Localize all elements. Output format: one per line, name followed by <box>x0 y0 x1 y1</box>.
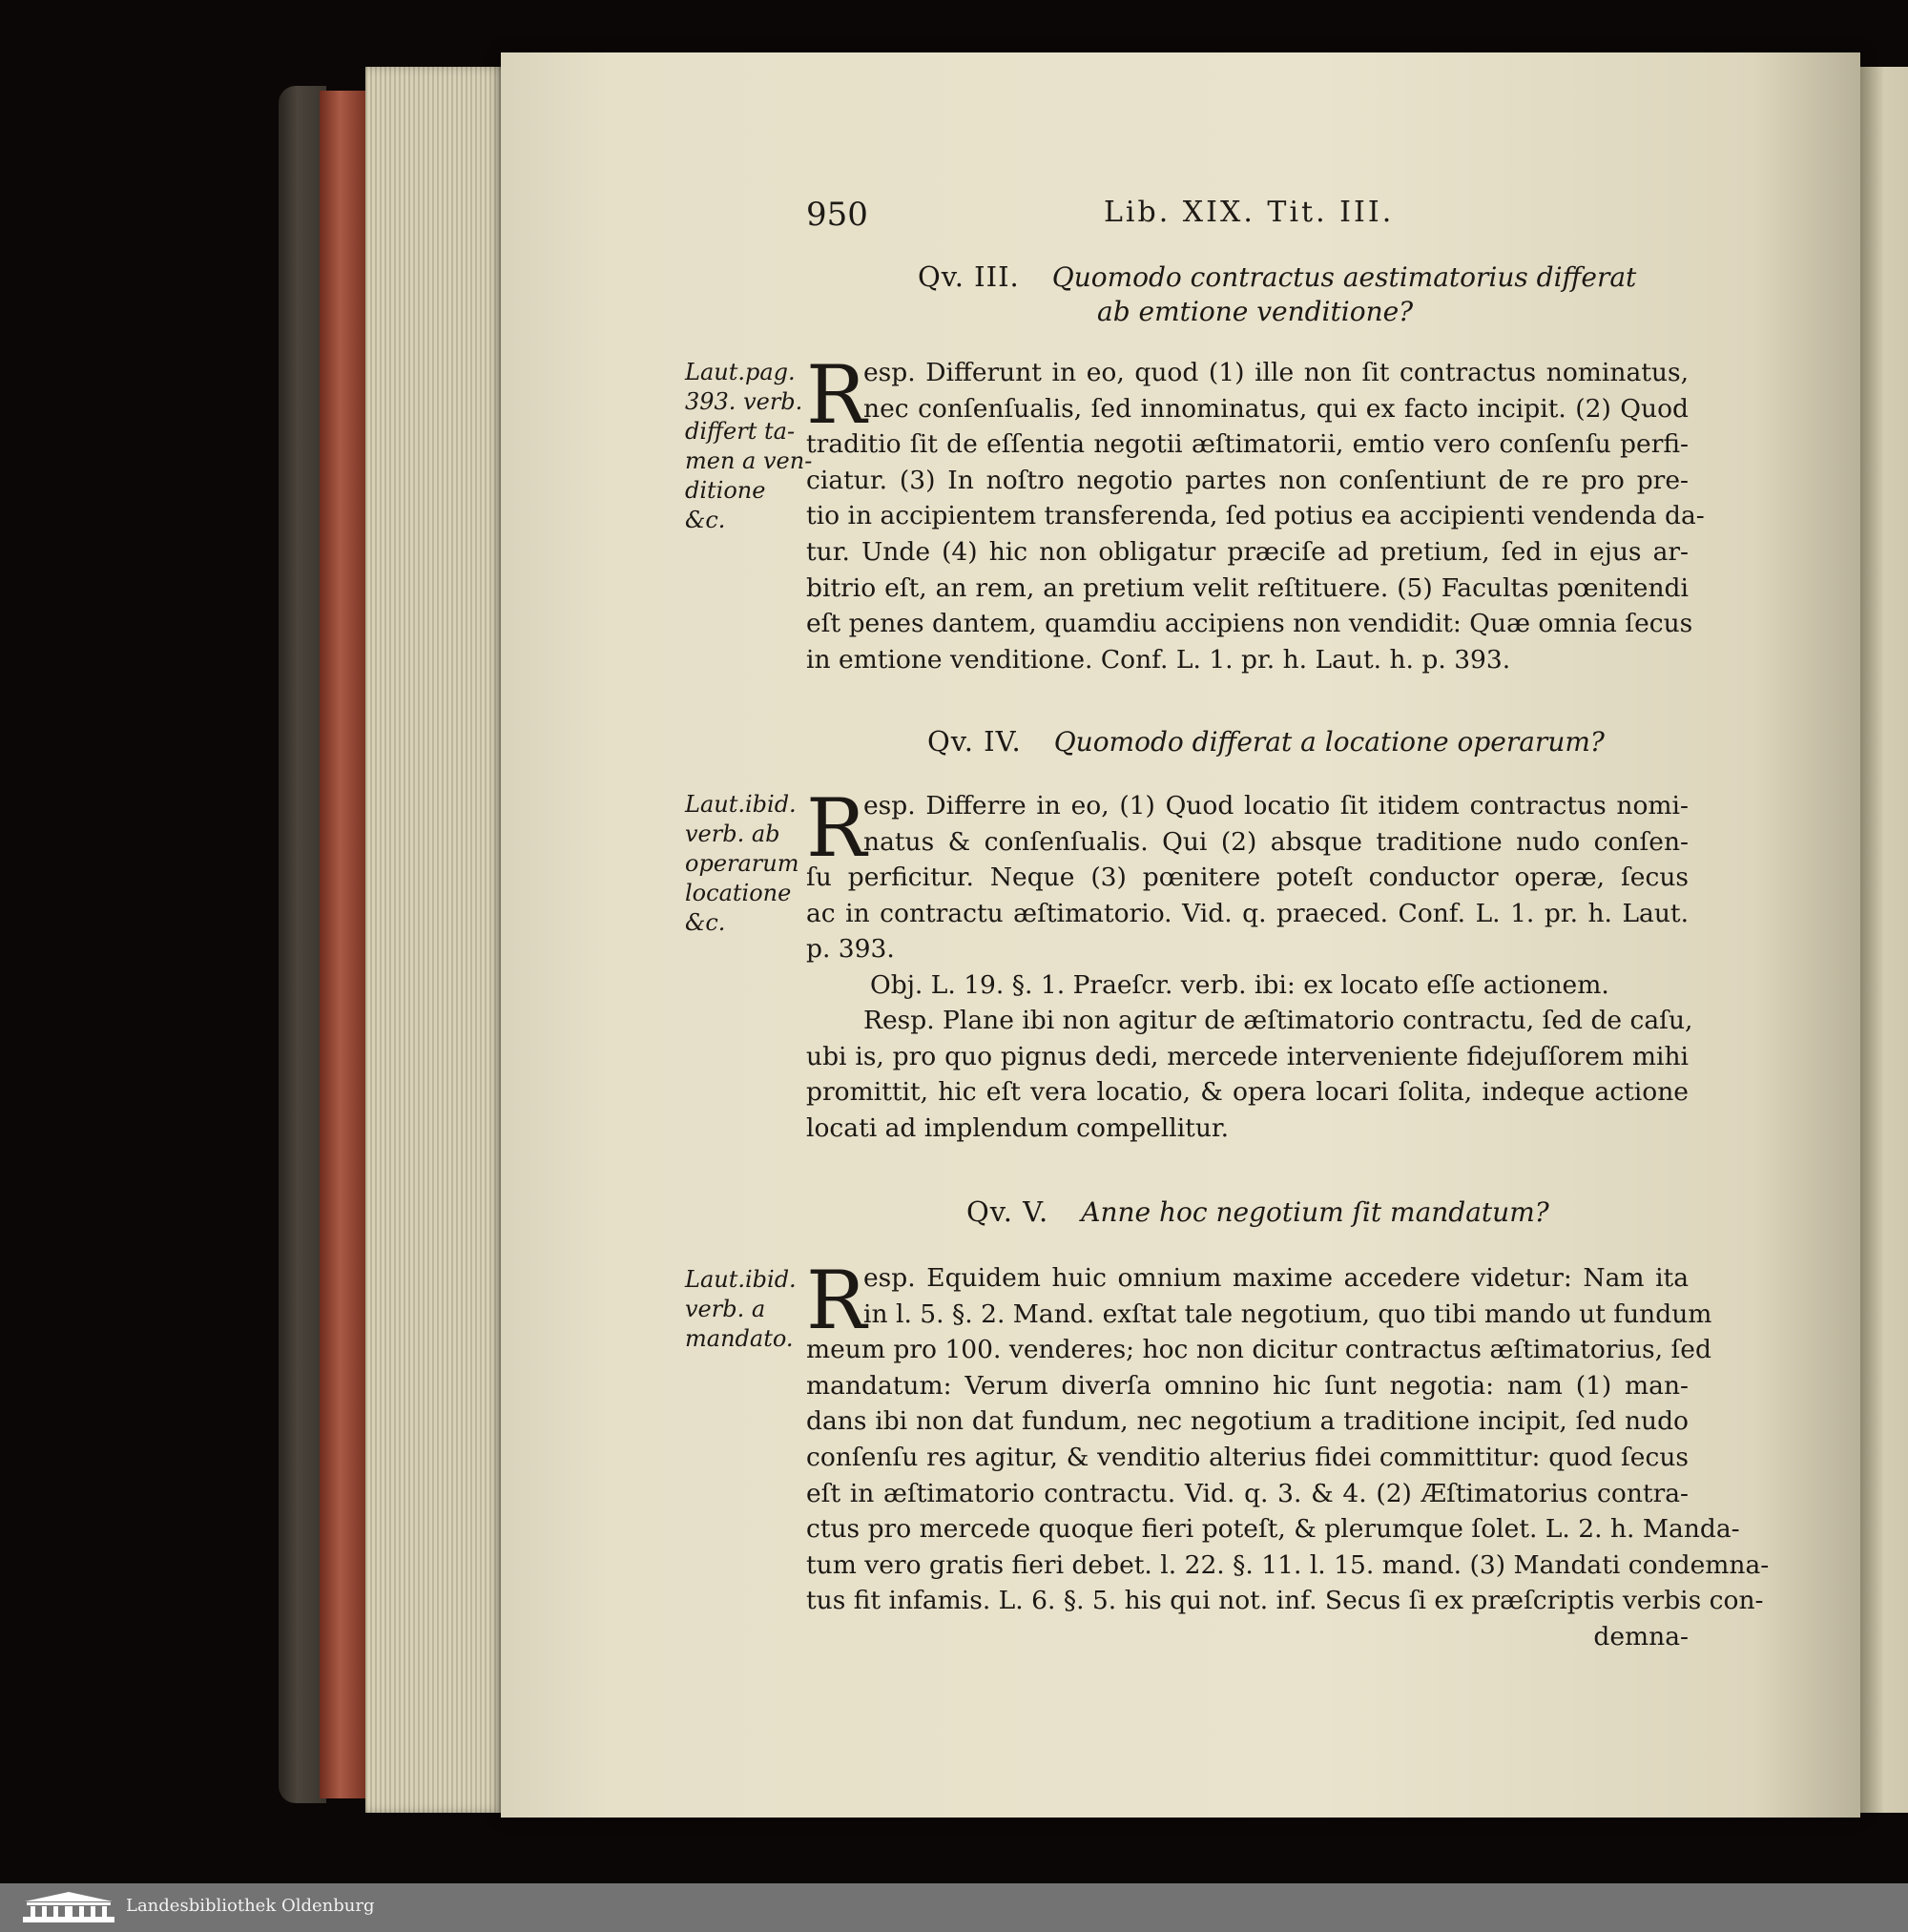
text-line: Resp. Plane ibi non agitur de æſtimatorio contractu, ſed de caſu, <box>863 1006 1693 1035</box>
text-line: esp. Equidem huic omnium maxime accedere videtur: Nam ita <box>863 1263 1689 1293</box>
question-4-text: Quomodo differat a locatione operarum? <box>1053 726 1605 758</box>
page-header <box>806 196 1455 243</box>
text-line: eſt penes dantem, quamdiu accipiens non vendidit: Quæ omnia ſecus <box>806 609 1693 639</box>
text-line: p. 393. <box>806 934 895 965</box>
text-line: ſu perficitur. Neque (3) pœnitere poteſt conductor operæ, ſecus <box>806 862 1689 893</box>
page-block-edge <box>365 67 508 1813</box>
text-line: locati ad implendum compellitur. <box>806 1112 1230 1143</box>
response-q4 <box>806 1003 1693 1146</box>
text-line: meum pro 100. venderes; hoc non dicitur contractus æſtimatorius, ſed <box>806 1335 1711 1365</box>
text-line: conſenſu res agitur, & venditio alterius fidei committitur: quod ſecus <box>806 1442 1689 1472</box>
question-4-label: Qv. IV. <box>927 725 1022 758</box>
question-3-label: Qv. III. <box>918 260 1020 293</box>
page-number: 950 <box>806 196 868 234</box>
margin-line: men a ven- <box>685 447 813 474</box>
text-line: in l. 5. §. 2. Mand. exſtat tale negotium, quo tibi mando ut fundum <box>863 1298 1712 1329</box>
text-line: ctus pro mercede quoque fieri poteſt, & plerumque ſolet. L. 2. h. Manda- <box>806 1514 1740 1545</box>
margin-line: operarum <box>685 850 799 877</box>
text-line: esp. Differre in eo, (1) Quod locatio ſit itidem contractus nomi- <box>863 791 1689 821</box>
running-head: Lib. XIX. Tit. III. <box>1104 196 1395 229</box>
facing-page-edge <box>1860 67 1908 1813</box>
text-line: dans ibi non dat fundum, nec negotium a traditione incipit, ſed nudo <box>806 1406 1689 1437</box>
text-line: eſt in æſtimatorio contractu. Vid. q. 3. & 4. (2) Æſtimatorius contra- <box>806 1478 1689 1508</box>
text-line: traditio ſit de eſſentia negotii æſtimatorii, emtio vero conſenſu perfi- <box>806 429 1689 460</box>
text-line: natus & conſenſualis. Qui (2) absque traditione nudo conſen- <box>863 826 1689 857</box>
text-line: tio in accipientem transferenda, ſed potius ea accipienti vendenda da- <box>806 501 1705 531</box>
text-line: in emtione venditione. Conf. L. 1. pr. h. Laut. h. p. 393. <box>806 644 1511 675</box>
answer-q3 <box>806 348 1705 677</box>
footer-bar <box>0 1883 1908 1932</box>
catchword: demna- <box>1593 1621 1689 1652</box>
margin-line: verb. ab <box>685 821 780 847</box>
answer-q5 <box>806 1254 1770 1655</box>
drop-cap: R <box>806 348 867 442</box>
question-4-heading <box>927 725 1605 758</box>
margin-note-q5 <box>685 1265 809 1354</box>
question-5-heading <box>966 1195 1549 1228</box>
text-line: ciatur. (3) In noſtro negotio partes non conſentiunt de re pro pre- <box>806 465 1689 495</box>
question-5-text: Anne hoc negotium ſit mandatum? <box>1081 1196 1549 1228</box>
text-line: tus fit infamis. L. 6. §. 5. his qui not. inf. Secus ſi ex præſcriptis verbis con- <box>806 1586 1764 1616</box>
drop-cap: R <box>806 1254 867 1347</box>
text-line: ubi is, pro quo pignus dedi, mercede interveniente fidejuſſorem mihi <box>806 1041 1689 1071</box>
margin-line: &c. <box>685 507 726 533</box>
question-3-text-cont: ab emtione venditione? <box>1097 296 1414 327</box>
text-line: bitrio eſt, an rem, an pretium velit reſtituere. (5) Facultas pœnitendi <box>806 572 1689 603</box>
margin-note-q4 <box>685 790 809 938</box>
text-line: nec conſenſualis, ſed innominatus, qui ex facto incipit. (2) Quod <box>863 393 1689 424</box>
text-line: esp. Differunt in eo, quod (1) ille non ſit contractus nominatus, <box>863 358 1689 387</box>
margin-line: Laut.ibid. <box>685 1266 797 1293</box>
library-building-icon <box>21 1890 116 1924</box>
margin-line: &c. <box>685 909 726 936</box>
drop-cap: R <box>806 781 867 875</box>
question-3-text: Quomodo contractus aestimatorius differat <box>1051 261 1637 293</box>
margin-line: ditione <box>685 477 766 504</box>
text-line: tur. Unde (4) hic non obligatur præciſe ad pretium, ſed in ejus ar- <box>806 536 1689 567</box>
text-line: tum vero gratis fieri debet. l. 22. §. 11. l. 15. mand. (3) Mandati condemna- <box>806 1549 1770 1580</box>
question-3-heading <box>918 260 1636 293</box>
margin-note-q3 <box>685 358 813 535</box>
margin-line: Laut.pag. <box>685 359 796 385</box>
text-line: promittit, hic eſt vera locatio, & opera locari ſolita, indeque actione <box>806 1077 1689 1108</box>
margin-line: differt ta- <box>685 418 796 445</box>
margin-line: mandato. <box>685 1325 794 1352</box>
text-line: ac in contractu æſtimatorio. Vid. q. praeced. Conf. L. 1. pr. h. Laut. <box>806 898 1689 928</box>
answer-q4 <box>806 781 1689 967</box>
margin-line: verb. a <box>685 1296 766 1322</box>
margin-line: locatione <box>685 880 792 906</box>
margin-line: Laut.ibid. <box>685 791 797 818</box>
text-line: mandatum: Verum diverſa omnino hic ſunt negotia: nam (1) man- <box>806 1370 1689 1401</box>
margin-line: 393. verb. <box>685 388 803 415</box>
footer-library-name: Landesbibliothek Oldenburg <box>126 1896 375 1916</box>
question-5-label: Qv. V. <box>966 1195 1049 1228</box>
book-cover-edge <box>320 91 365 1798</box>
objection-line: Obj. L. 19. §. 1. Praeſcr. verb. ibi: ex locato eſſe actionem. <box>870 970 1609 1000</box>
